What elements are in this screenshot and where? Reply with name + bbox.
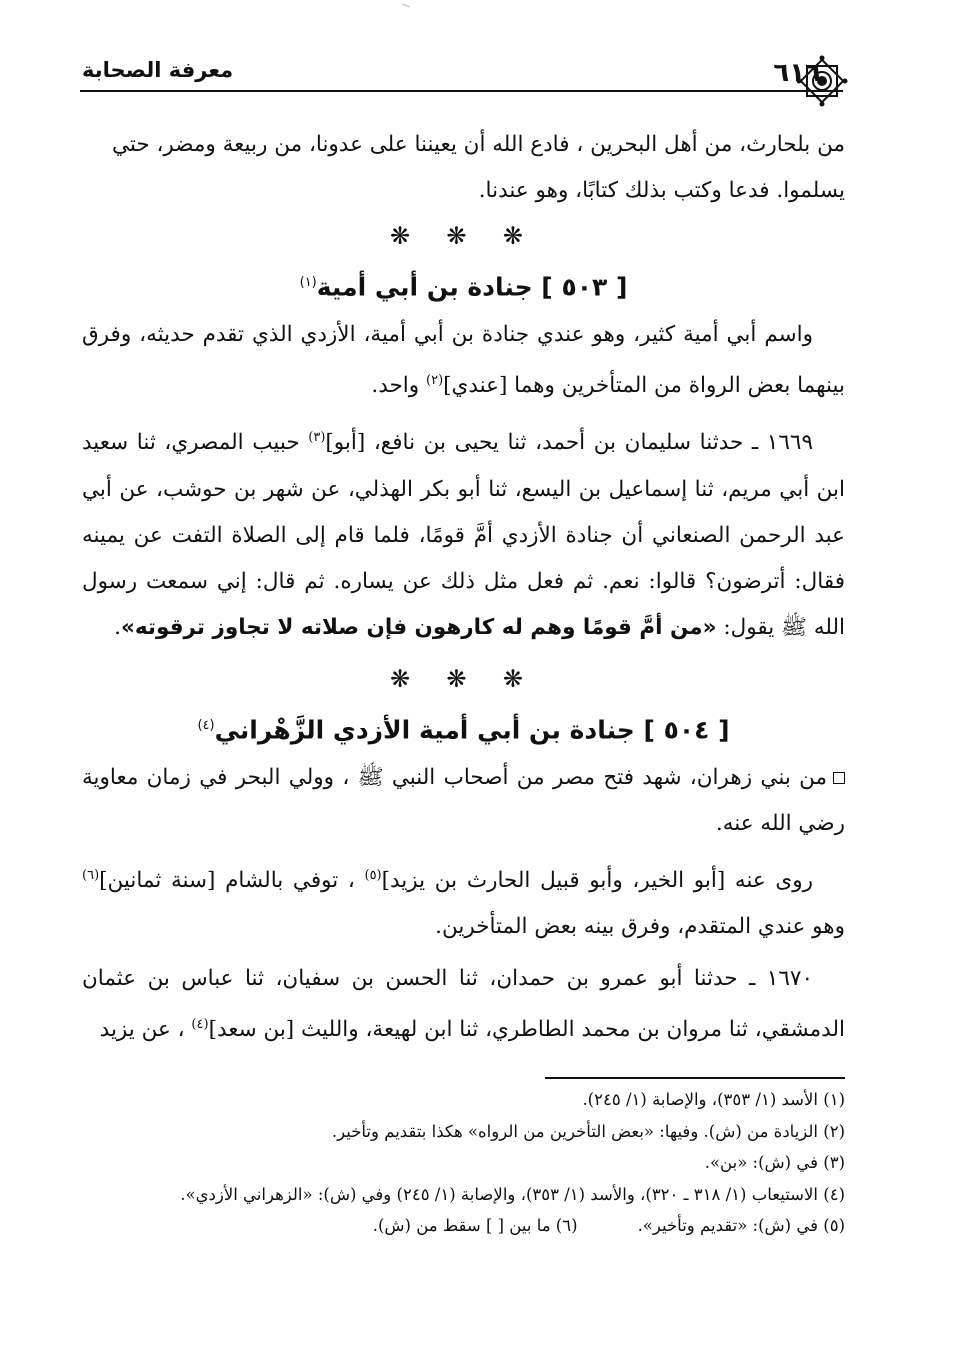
main-text: [82, 122, 845, 1059]
footnote: (٦) ما بين [ ] سقط من (ش).: [372, 1216, 578, 1235]
paragraph-text: ١٦٧٠ ـ حدثنا أبو عمرو بن حمدان، ثنا الحسن بن سفيان، ثنا عباس بن عثمان الدمشقي، ثنا مروان بن محمد الطاطري، ثنا ابن لهيعة، والليث [بن سعد]: [82, 966, 845, 1043]
footnote-ref: (٥): [364, 867, 382, 883]
hadith-paragraph: [82, 956, 845, 1053]
footnote: (٥) في (ش): «تقديم وتأخير».: [637, 1216, 845, 1235]
paragraph-text: واسم أبي أمية كثير، وهو عندي جنادة بن أبي أمية، الأزدي الذي تقدم حديثه، وفرق بينهما بعض الرواة من المتأخرين وهما [عندي]: [82, 322, 845, 399]
text-line: يسلموا. فدعا وكتب بذلك كتابًا، وهو عندنا.: [478, 178, 845, 203]
footnote-ref: (٤): [191, 1017, 209, 1033]
square-bullet-icon: [833, 772, 845, 784]
section-separator: ❋ ❋ ❋: [389, 222, 538, 250]
paragraph: [82, 755, 845, 847]
footnotes: [82, 1084, 845, 1242]
paragraph-text: من بني زهران، شهد فتح مصر من أصحاب النبي ﷺ ، وولي البحر في زمان معاوية رضي الله عنه.: [82, 764, 845, 836]
footnote-ref: (٣): [308, 430, 326, 446]
hadith-paragraph: [82, 415, 845, 650]
entry-title-504: [82, 701, 845, 755]
paragraph-text: روى عنه [أبو الخير، وأبو قبيل الحارث بن يزيد]: [381, 868, 814, 894]
paragraph-text: حبيب المصري، ثنا سعيد ابن أبي مريم، ثنا إسماعيل بن اليسع، ثنا أبو بكر الهذلي، عن شهر بن حوشب، عن أبي عبد الرحمن الصنعاني أن جنادة الأزدي أمَّ قومًا، فلما قام إلى الصلاة التفت عن يمينه فقال: أترضون؟ قالوا: نعم. ثم فعل مثل ذلك عن يساره. ثم قال: إني سمعت رسول الله ﷺ يقول:: [82, 430, 845, 640]
entry-title-text: [ ٥٠٣ ] جنادة بن أبي أمية: [316, 272, 628, 302]
footnote-ref: (٤): [197, 717, 215, 733]
footnote-ref: (٦): [82, 867, 100, 883]
paragraph-text: وهو عندي المتقدم، وفرق بينه بعض المتأخرين.: [435, 914, 845, 940]
paragraph-text: ١٦٦٩ ـ حدثنا سليمان بن أحمد، ثنا يحيى بن نافع، [أبو]: [325, 430, 813, 456]
hadith-quote: «من أمَّ قومًا وهم له كارهون فإن صلاته لا تجاوز ترقوته»: [121, 614, 717, 640]
paragraph: [82, 312, 845, 409]
header-rule: [80, 90, 843, 92]
footnote: (٢) الزيادة من (ش). وفيها: «بعض التأخرين من الرواه» هكذا بتقديم وتأخير.: [331, 1121, 845, 1141]
paragraph-text: .: [114, 614, 121, 640]
paragraph-text: واحد.: [371, 373, 426, 399]
footnote-ref: (١): [299, 275, 317, 290]
footnote-ref: (٢): [426, 373, 444, 389]
entry-title-503: [82, 258, 845, 312]
paragraph-continued: [82, 122, 845, 214]
entry-title-text: [ ٥٠٤ ] جنادة بن أبي أمية الأزدي الزَّهْراني: [214, 714, 730, 744]
section-separator: ❋ ❋ ❋: [389, 664, 538, 693]
paragraph: [82, 853, 845, 950]
footnote-rule: [545, 1077, 845, 1079]
text-line: من بلحارث، من أهل البحرين ، فادع الله أن يعيننا على عدونا، من ربيعة ومضر، حتي: [111, 132, 845, 157]
footnote: (٣) في (ش): «بن».: [704, 1153, 845, 1172]
running-title: معرفة الصحابة: [82, 58, 234, 82]
scan-mark: [402, 4, 410, 8]
paragraph-text: ، عن يزيد: [99, 1017, 192, 1043]
footnote: (١) الأسد (١/ ٣٥٣)، والإصابة (١/ ٢٤٥).: [582, 1090, 845, 1109]
page-number: ٦١٦: [773, 58, 821, 88]
footnote-row: [82, 1210, 845, 1242]
paragraph-text: ، توفي بالشام [سنة ثمانين]: [99, 868, 365, 894]
footnote: (٤) الاستيعاب (١/ ٣١٨ ـ ٣٢٠)، والأسد (١/ ٣٥٣)، والإصابة (١/ ٢٤٥) وفي (ش): «الزهراني الأزدي».: [180, 1184, 845, 1204]
